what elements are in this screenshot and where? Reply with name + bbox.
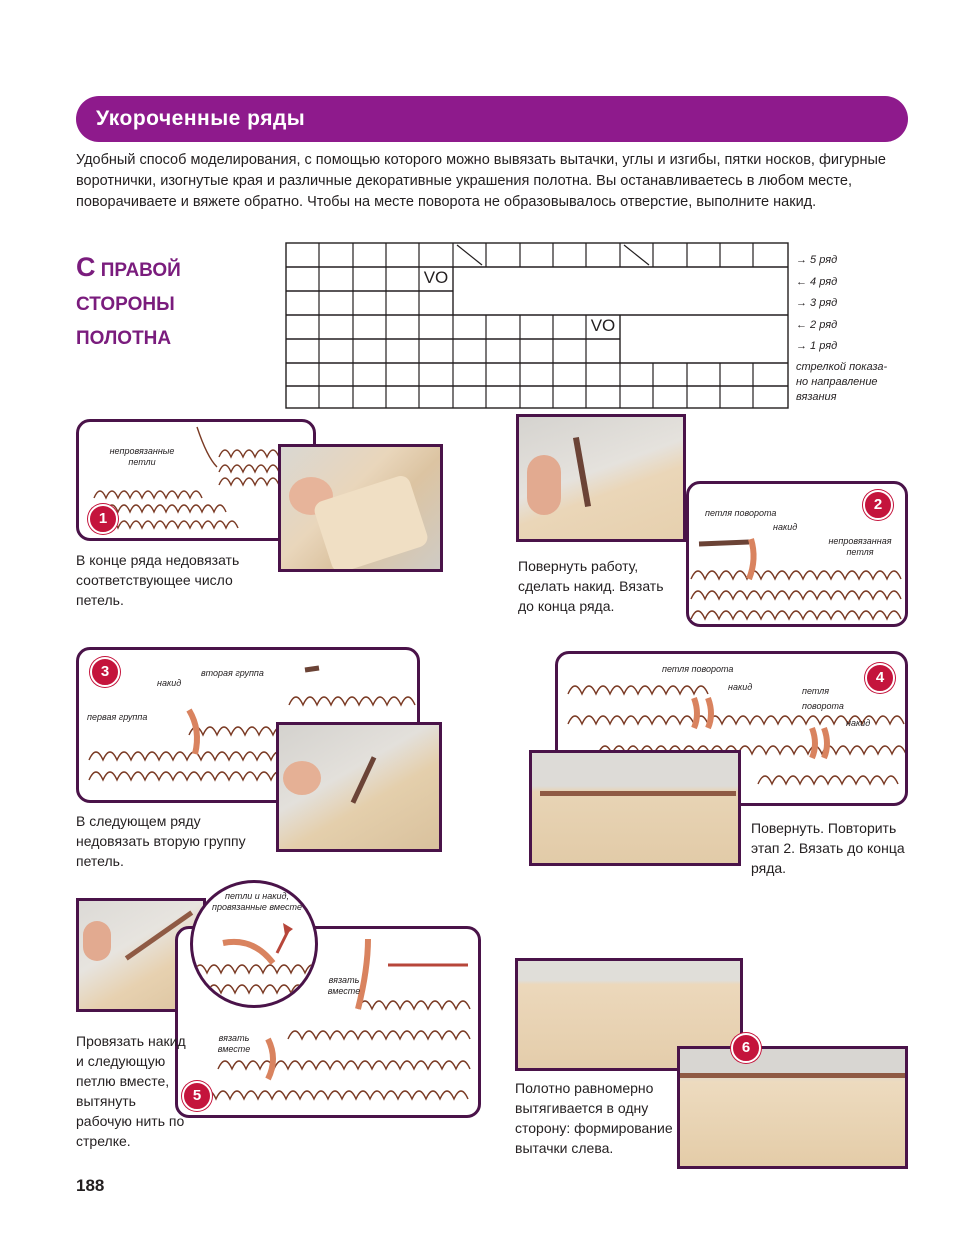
title-initial: С [76,252,96,282]
step4-caption: Повернуть. Повторить этап 2. Вязать до конца ряда. [751,820,905,876]
diagram-label: петля поворота [662,664,734,674]
step1-photo [278,444,443,572]
step3-photo [276,722,442,852]
step5-detail-circle [190,880,318,1008]
row-label: ← 4 ряд [796,276,838,288]
diagram-label: накид [157,678,182,688]
needle-shape [573,437,591,507]
step-badge: 3 [90,657,120,687]
row-label: → 1 ряд [796,340,838,352]
finger-shape [527,455,561,515]
diagram-label: накид [728,682,753,692]
step4-photo [529,750,741,866]
needle-shape [540,791,736,796]
diagram-label: петля поворота [705,508,777,518]
finger-shape [83,921,111,961]
row-label: ← 2 ряд [796,319,838,331]
yo-symbol: VO [423,268,449,287]
section-title [76,250,276,356]
intro-paragraph: Удобный способ моделирования, с помощью которого можно вывязать вытачки, углы и изгибы, пятки носков, фигурные воротнички, изогнутые края и различные декоративные украшения полотна. Вы останавливаетесь в любом месте, поворачиваете и вяжете обратно. Чтобы на месте поворота не образовывалось отверстие, выполните накид. [76,152,886,210]
step-badge: 6 [731,1033,761,1063]
diagram-label: накид [773,522,798,532]
diagram-label: вязать вместе [217,1033,251,1054]
finger-shape [283,761,321,795]
diagram-label: вторая группа [201,668,264,678]
row-label: → 3 ряд [796,297,838,309]
diagram-label: накид [846,718,871,728]
step2-photo [516,414,686,542]
title-line1: ПРАВОЙ СТОРОНЫ [76,260,181,315]
step-badge: 1 [88,504,118,534]
step2-caption: Повернуть работу, сделать накид. Вязать до конца ряда. [518,558,664,614]
chart-note: стрелкой показа-но направление вязания [796,361,888,403]
step1-caption: В конце ряда недовязать соответствующее число петель. [76,552,240,608]
step6-caption: Полотно равномерно вытягивается в одну сторону: формирование вытачки слева. [515,1080,673,1156]
page-number: 188 [76,1176,105,1195]
needle-shape [680,1073,906,1078]
diagram-label: вязать вместе [327,975,361,996]
diagram-label: непровязанная петля [828,536,892,557]
needle-shape [351,756,377,803]
diagram-label: первая группа [87,712,148,722]
diagram-label: петля поворота [802,686,844,711]
step-badge: 5 [182,1081,212,1111]
step5-caption: Провязать накид и следующую петлю вместе, вытянуть рабочую нить по стрелке. [76,1033,186,1149]
title-line2: ПОЛОТНА [76,328,172,349]
chart-grid [285,242,795,412]
yo-symbol: VO [590,316,616,335]
section-banner: Укороченные ряды [76,96,908,142]
diagram-label: петли и накид, провязанные вместе [212,891,302,912]
row-label: → 5 ряд [796,254,838,266]
step3-caption: В следующем ряду недовязать вторую группу петель. [76,813,246,869]
diagram-label: непровязанные петли [109,446,175,467]
step-badge: 4 [865,663,895,693]
step-badge: 2 [863,490,893,520]
step6-photo-bottom [677,1046,908,1169]
